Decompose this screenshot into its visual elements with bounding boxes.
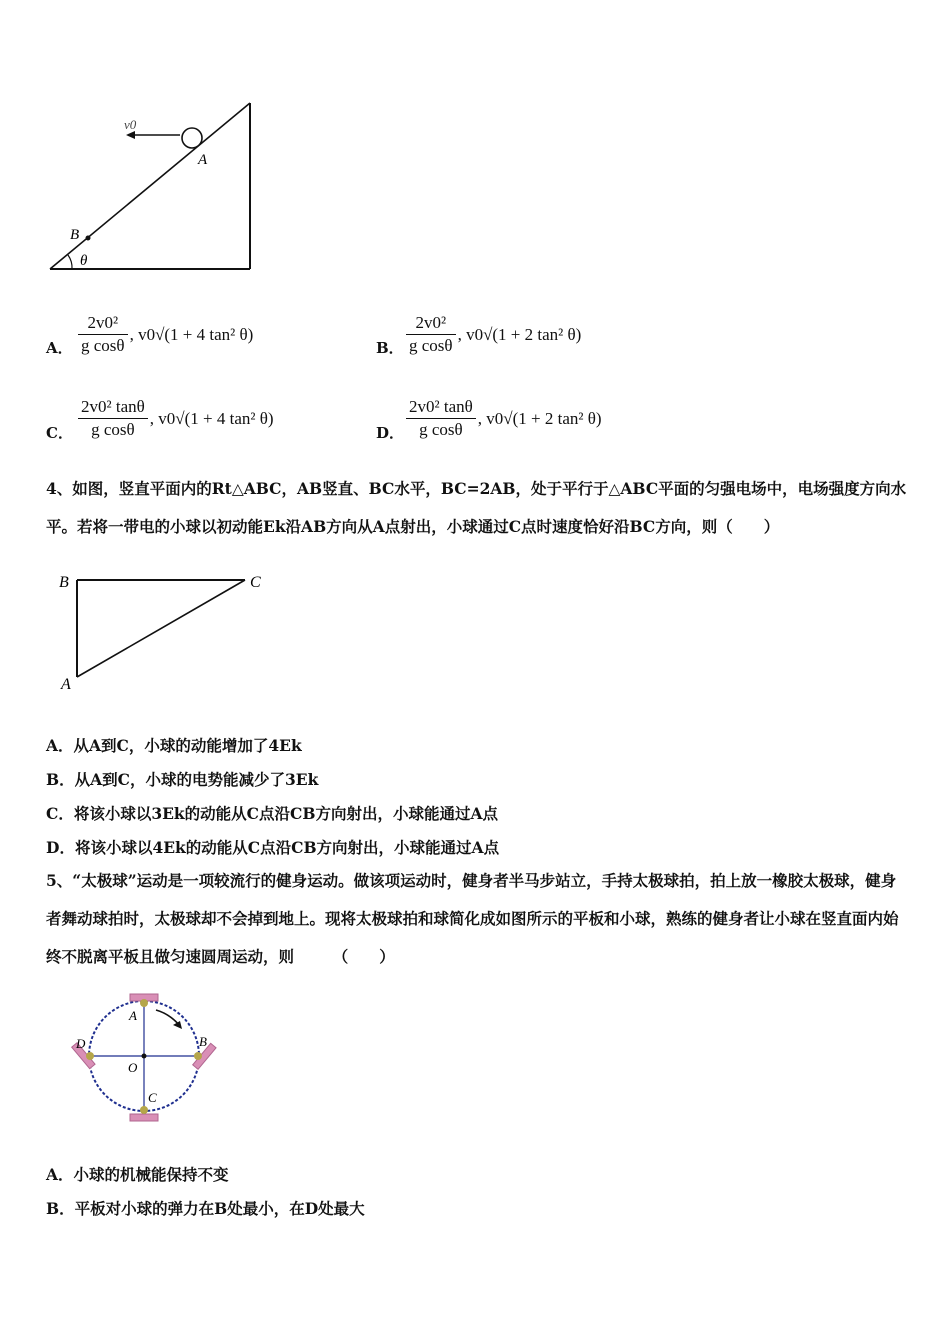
label-c: C [250, 574, 261, 591]
q4-option-b[interactable]: B．从A到C，小球的电势能减少了3Ek [46, 770, 319, 789]
label-b: B [199, 1034, 207, 1049]
question-4-stem: 4、如图，竖直平面内的Rt△ABC，AB竖直、BC水平，BC=2AB，处于平行于△ABC平面的匀强电场中，电场强度方向水平。若将一带电的小球以初动能Ek沿AB方向从A点射出，小球通过C点时速度恰好沿BC方向，则（ ） [46, 479, 907, 536]
option-formula: $\frac{\text{2v0²}}{\text{g cosθ}}$ , v0√(1 + 4 tan² θ) [78, 312, 253, 357]
label-o: O [128, 1060, 138, 1075]
ball-c [140, 1106, 148, 1114]
option-label: B． [376, 339, 404, 357]
option-formula: $\frac{\text{2v0² tanθ}}{\text{g cosθ}}$ , v0√(1 + 2 tan² θ) [406, 396, 602, 441]
point-b [86, 236, 91, 241]
label-a: A [129, 1008, 137, 1023]
ball [182, 128, 202, 148]
q4-option-a[interactable]: A．从A到C，小球的动能增加了4Ek [46, 736, 302, 755]
option-formula: $\frac{\text{2v0²}}{\text{g cosθ}}$ , v0√(1 + 2 tan² θ) [406, 312, 581, 357]
question-5-stem: 5、“太极球”运动是一项较流行的健身运动。做该项运动时，健身者半马步站立，手持太极球拍，拍上放一橡胶太极球，健身者舞动球拍时，太极球却不会掉到地上。现将太极球拍和球简化成如图所示的平板和小球，熟练的健身者让小球在竖直面内始终不脱离平板且做匀速圆周运动，则 （ ） [46, 871, 899, 966]
label-c: C [148, 1090, 157, 1105]
option-formula: $\frac{\text{2v0² tanθ}}{\text{g cosθ}}$ , v0√(1 + 4 tan² θ) [78, 396, 274, 441]
label-a: A [198, 152, 208, 168]
label-v0: v0 [124, 117, 137, 132]
option-label: D． [376, 424, 405, 442]
taiji-figure [68, 990, 223, 1125]
pad-bottom [130, 1114, 158, 1121]
q5-option-b[interactable]: B．平板对小球的弹力在B处最小，在D处最大 [46, 1199, 365, 1218]
q5-option-a[interactable]: A．小球的机械能保持不变 [46, 1165, 229, 1184]
label-d: D [76, 1036, 86, 1051]
label-b: B [59, 574, 69, 591]
label-b: B [70, 227, 80, 243]
ball-b [194, 1052, 202, 1060]
option-label: A． [46, 339, 73, 357]
label-a: A [61, 676, 71, 693]
label-theta: θ [80, 253, 88, 269]
ball-a [140, 999, 148, 1007]
center-o [142, 1054, 147, 1059]
q4-option-d[interactable]: D．将该小球以4Ek的动能从C点沿CB方向射出，小球能通过A点 [46, 838, 500, 857]
option-label: C． [46, 424, 73, 442]
incline-figure [40, 95, 270, 280]
ball-d [86, 1052, 94, 1060]
q4-option-c[interactable]: C．将该小球以3Ek的动能从C点沿CB方向射出，小球能通过A点 [46, 804, 498, 823]
triangle-figure [55, 565, 275, 700]
